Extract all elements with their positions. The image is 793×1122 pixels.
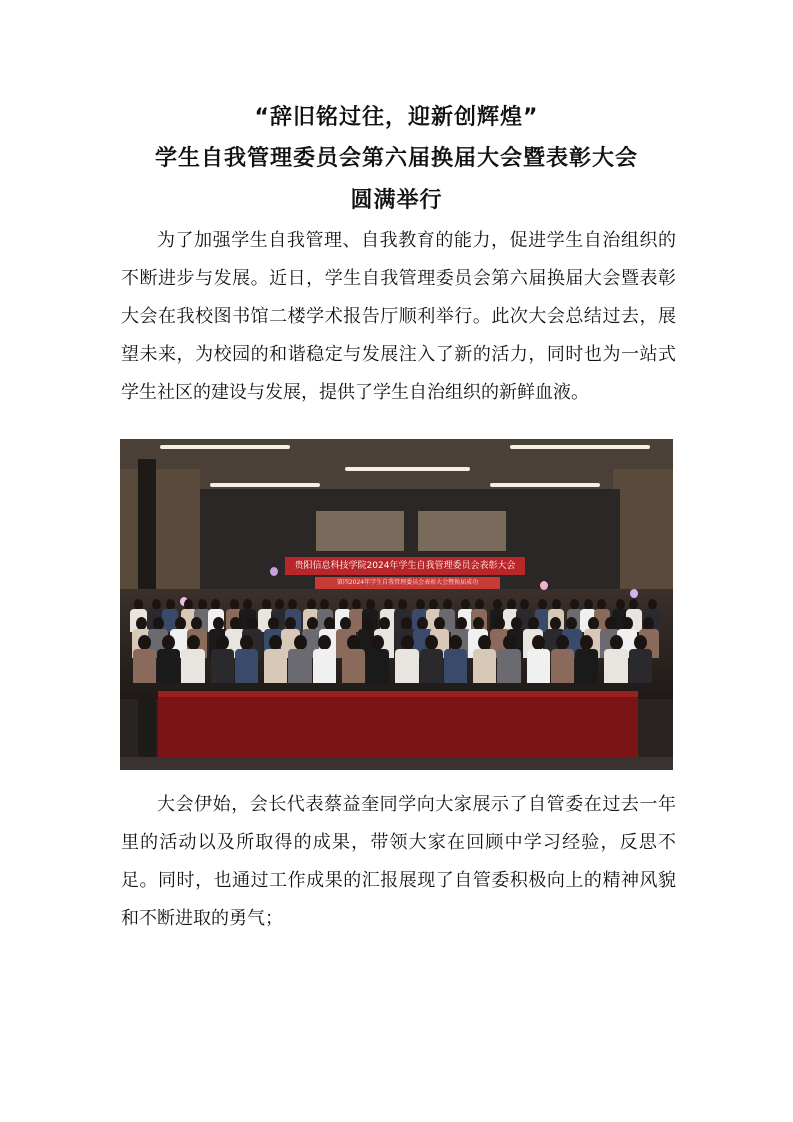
article-title-line-1: “辞旧铭过往，迎新创辉煌” [254,105,539,130]
person-body [181,649,204,683]
person-body [497,649,520,683]
person-body [473,649,496,683]
person-body [211,649,234,683]
person-head [610,635,623,650]
person-head [532,635,545,650]
person-body [527,649,550,683]
person-body [313,649,336,683]
person-body [629,649,652,683]
person-body [157,649,180,683]
person-head [634,635,647,650]
person-head [240,635,253,650]
stage-screen [316,511,404,551]
stage-banner: 贵阳信息科技学院2024年学生自我管理委员会表彰大会 [285,557,525,575]
person-head [401,635,414,650]
person-head [425,635,438,650]
person-body [395,649,418,683]
event-group-photo [120,439,673,770]
person-body [235,649,258,683]
ceiling-light [510,445,650,449]
stage-screen [418,511,506,551]
person-body [420,649,443,683]
person-head [449,635,462,650]
ceiling-light [345,467,470,471]
person-head [347,635,360,650]
person-head [138,635,151,650]
person-body [444,649,467,683]
paragraph-intro: 为了加强学生自我管理、自我教育的能力，促进学生自治组织的不断进步与发展。近日，学生自我管理委员会第六届换届大会暨表彰大会在我校图书馆二楼学术报告厅顺利举行。此次大会总结过去，展望未来，为校园的和谐稳定与发展注入了新的活力，同时也为一站式学生社区的建设与发展，提供了学生自治组织的新鲜血液。 [121,230,676,403]
person-body [264,649,287,683]
ceiling-light [210,483,320,487]
table-cloth [158,697,638,757]
person-body [133,649,156,683]
person-head [294,635,307,650]
article-title-line-3: 圆满举行 [350,188,443,213]
person-body [366,649,389,683]
ceiling-light [490,483,600,487]
article-title-line-2: 学生自我管理委员会第六届换届大会暨表彰大会 [154,146,638,171]
balloon [630,589,638,598]
balloon [270,567,278,576]
person-body [288,649,311,683]
photo-floor [120,757,673,770]
person-body [342,649,365,683]
balloon [540,581,548,590]
stage-banner-sub: 第四2024年学生自我管理委员会表彰大会暨换届成功 [315,577,500,589]
person-body [575,649,598,683]
person-body [551,649,574,683]
person-body [604,649,627,683]
paragraph-opening: 大会伊始，会长代表蔡益奎同学向大家展示了自管委在过去一年里的活动以及所取得的成果，带领大家在回顾中学习经验，反思不足。同时，也通过工作成果的汇报展现了自管委积极向上的精神风貌和不断进取的勇气； [121,794,676,929]
person-head [318,635,331,650]
person-head [503,635,516,650]
person-head [187,635,200,650]
person-head [216,635,229,650]
person-head [556,635,569,650]
ceiling-light [160,445,290,449]
